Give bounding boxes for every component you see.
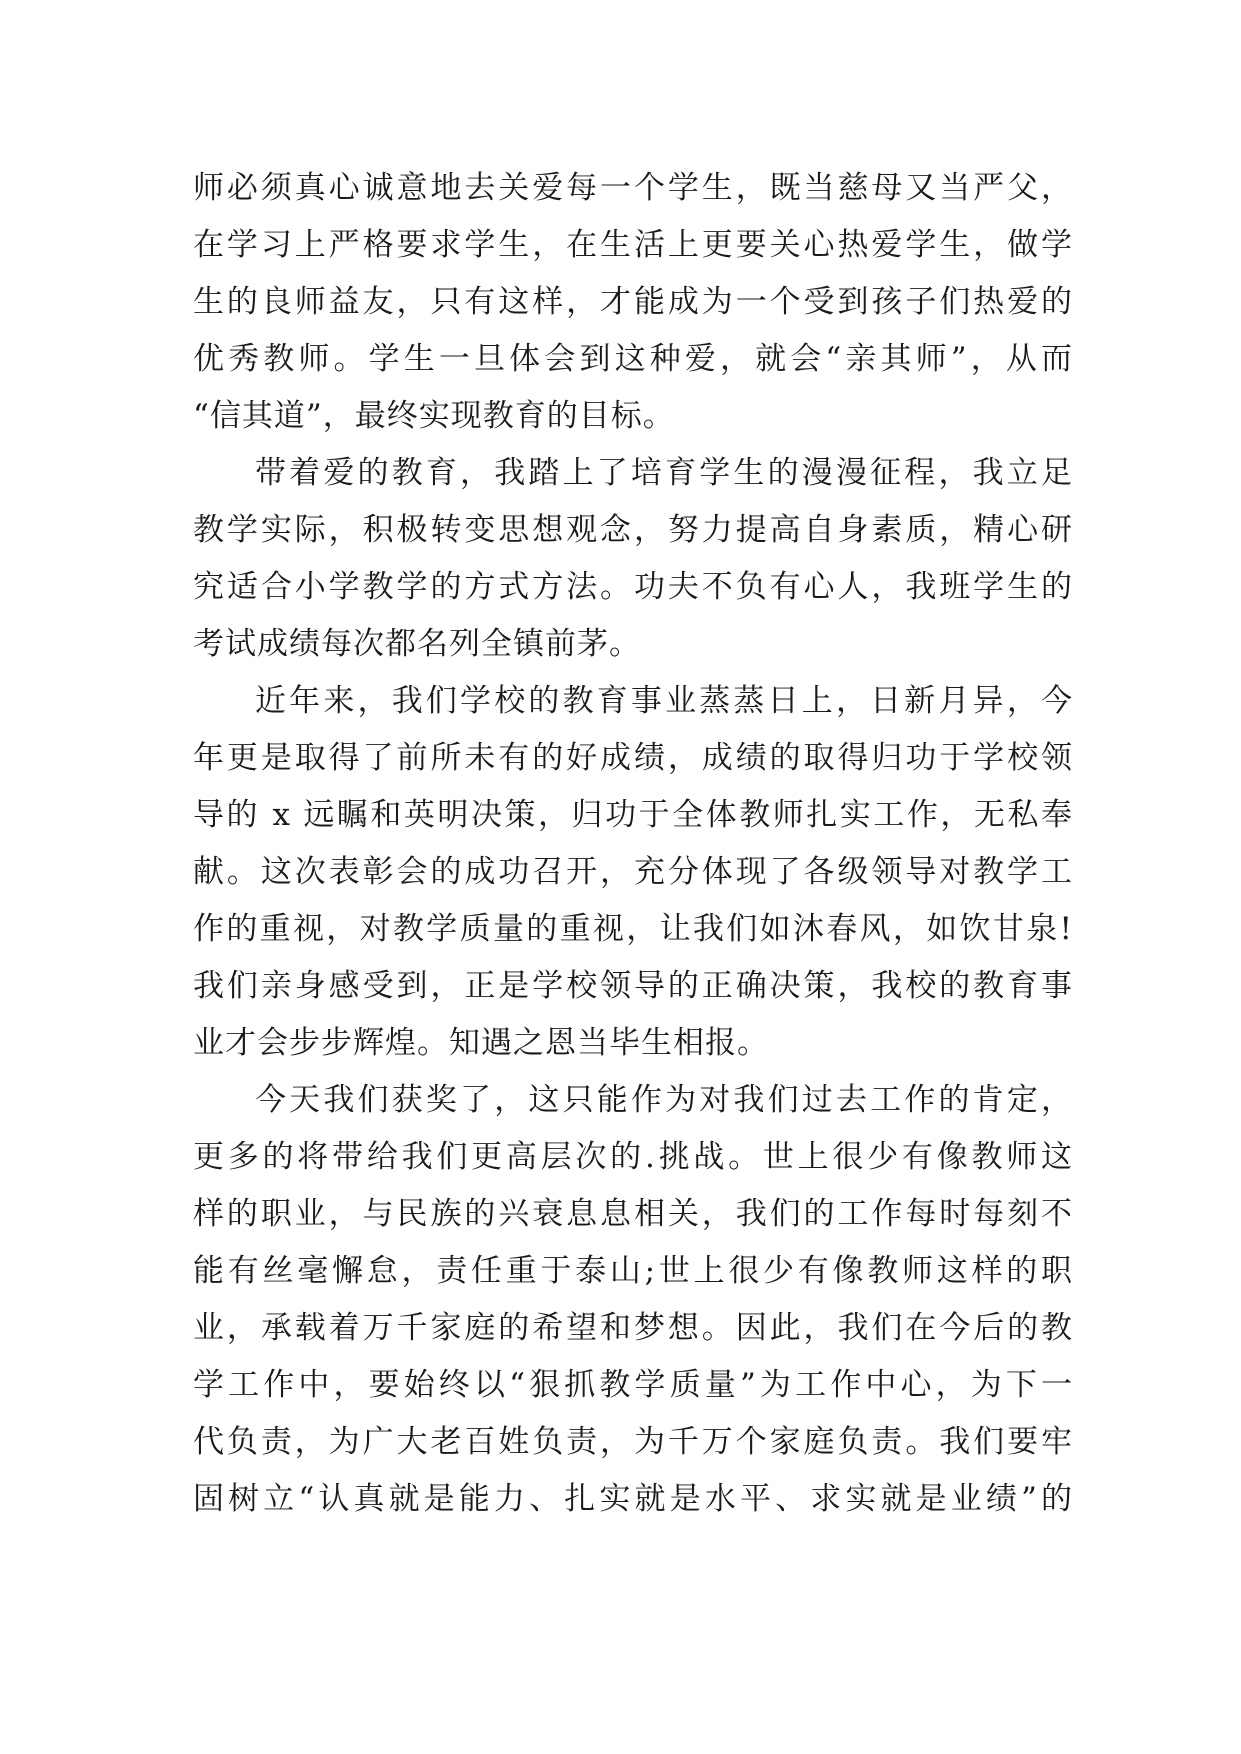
paragraph-2 bbox=[193, 445, 1073, 673]
text-line: 究适合小学教学的方式方法。功夫不负有心人，我班学生的 bbox=[193, 569, 1073, 605]
text-line: 业才会步步辉煌。知遇之恩当毕生相报。 bbox=[193, 1025, 769, 1061]
text-line: 近年来，我们学校的教育事业蒸蒸日上，日新月异，今 bbox=[255, 683, 1073, 719]
text-line: “信其道”，最终实现教育的目标。 bbox=[193, 398, 675, 434]
text-line: 业，承载着万千家庭的希望和梦想。因此，我们在今后的教 bbox=[193, 1310, 1073, 1346]
text-line: 我们亲身感受到，正是学校领导的正确决策，我校的教育事 bbox=[193, 968, 1073, 1004]
text-line: 教学实际，积极转变思想观念，努力提高自身素质，精心研 bbox=[193, 512, 1073, 548]
text-line: 生的良师益友，只有这样，才能成为一个受到孩子们热爱的 bbox=[193, 284, 1073, 320]
text-line: 导的 x 远瞩和英明决策，归功于全体教师扎实工作，无私奉 bbox=[193, 797, 1073, 833]
text-line: 在学习上严格要求学生，在生活上更要关心热爱学生，做学 bbox=[193, 227, 1073, 263]
text-line: 献。这次表彰会的成功召开，充分体现了各级领导对教学工 bbox=[193, 854, 1073, 890]
document-body bbox=[193, 160, 1073, 1528]
text-line: 能有丝毫懈怠，责任重于泰山;世上很少有像教师这样的职 bbox=[193, 1253, 1073, 1289]
paragraph-3 bbox=[193, 673, 1073, 1072]
text-line: 优秀教师。学生一旦体会到这种爱，就会“亲其师”，从而 bbox=[193, 341, 1073, 377]
text-line: 作的重视，对教学质量的重视，让我们如沐春风，如饮甘泉! bbox=[193, 911, 1073, 947]
text-line: 考试成绩每次都名列全镇前茅。 bbox=[193, 626, 641, 662]
text-line: 更多的将带给我们更高层次的.挑战。世上很少有像教师这 bbox=[193, 1139, 1073, 1175]
text-line: 今天我们获奖了，这只能作为对我们过去工作的肯定， bbox=[255, 1082, 1073, 1118]
paragraph-1 bbox=[193, 160, 1073, 445]
text-line: 年更是取得了前所未有的好成绩，成绩的取得归功于学校领 bbox=[193, 740, 1073, 776]
paragraph-4 bbox=[193, 1072, 1073, 1528]
text-line: 师必须真心诚意地去关爱每一个学生，既当慈母又当严父， bbox=[193, 170, 1073, 206]
text-line: 学工作中，要始终以“狠抓教学质量”为工作中心，为下一 bbox=[193, 1367, 1073, 1403]
text-line: 代负责，为广大老百姓负责，为千万个家庭负责。我们要牢 bbox=[193, 1424, 1073, 1460]
text-line: 固树立“认真就是能力、扎实就是水平、求实就是业绩”的 bbox=[193, 1481, 1073, 1517]
text-line: 样的职业，与民族的兴衰息息相关，我们的工作每时每刻不 bbox=[193, 1196, 1073, 1232]
text-line: 带着爱的教育，我踏上了培育学生的漫漫征程，我立足 bbox=[255, 455, 1073, 491]
